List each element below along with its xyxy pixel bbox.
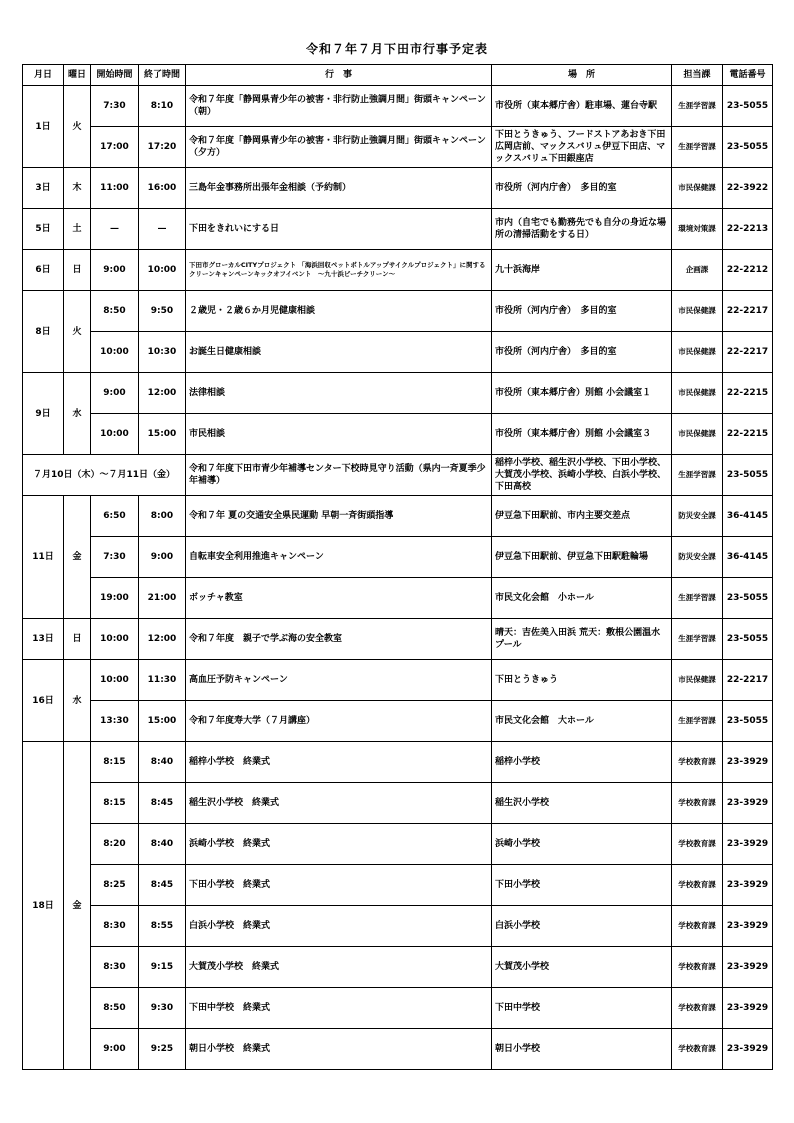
table-row: [23, 578, 773, 619]
dept-cell: 環境対策課: [672, 209, 723, 250]
tel-cell: 22-2217: [723, 291, 773, 332]
start-time-cell: 10:00: [91, 332, 139, 373]
place-cell: 下田とうきゅう: [492, 660, 672, 701]
date-cell: 3日: [23, 168, 64, 209]
date-cell: 18日: [23, 742, 64, 1070]
tel-cell: 23-3929: [723, 1029, 773, 1070]
event-cell: 下田市グローカルCITYプロジェクト 「海浜回収ペットボトルアップサイクルプロジェクト」に関するクリーンキャンペーンキックオフイベント ～九十浜ビーチクリーン～: [186, 250, 492, 291]
header-row: [23, 65, 773, 86]
date-cell: 13日: [23, 619, 64, 660]
place-cell: 市役所（東本郷庁舎）別館 小会議室３: [492, 414, 672, 455]
tel-cell: 23-5055: [723, 701, 773, 742]
dept-cell: 学校教育課: [672, 988, 723, 1029]
event-cell: 市民相談: [186, 414, 492, 455]
event-cell: ボッチャ教室: [186, 578, 492, 619]
place-cell: 市役所（河内庁舎） 多目的室: [492, 332, 672, 373]
table-row: [23, 455, 773, 496]
end-time-cell: 9:30: [139, 988, 186, 1029]
table-row: [23, 127, 773, 168]
date-range-cell: ７月10日（木）～７月11日（金）: [23, 455, 186, 496]
end-time-cell: 8:55: [139, 906, 186, 947]
place-cell: 朝日小学校: [492, 1029, 672, 1070]
event-cell: 朝日小学校 終業式: [186, 1029, 492, 1070]
place-cell: 伊豆急下田駅前、市内主要交差点: [492, 496, 672, 537]
event-cell: 下田をきれいにする日: [186, 209, 492, 250]
dept-cell: 学校教育課: [672, 865, 723, 906]
start-time-cell: 7:30: [91, 537, 139, 578]
tel-cell: 23-3929: [723, 988, 773, 1029]
tel-cell: 23-3929: [723, 824, 773, 865]
table-row: [23, 742, 773, 783]
tel-cell: 23-3929: [723, 865, 773, 906]
start-time-cell: 13:30: [91, 701, 139, 742]
place-cell: 稲梓小学校、稲生沢小学校、下田小学校、大賀茂小学校、浜崎小学校、白浜小学校、下田高校: [492, 455, 672, 496]
tel-cell: 23-3929: [723, 906, 773, 947]
start-time-cell: 11:00: [91, 168, 139, 209]
tel-cell: 22-2212: [723, 250, 773, 291]
table-row: [23, 906, 773, 947]
event-cell: ２歳児・２歳６か月児健康相談: [186, 291, 492, 332]
place-cell: 市民文化会館 大ホール: [492, 701, 672, 742]
end-time-cell: 21:00: [139, 578, 186, 619]
start-time-cell: 8:25: [91, 865, 139, 906]
dept-cell: 学校教育課: [672, 824, 723, 865]
tel-cell: 22-3922: [723, 168, 773, 209]
place-cell: 九十浜海岸: [492, 250, 672, 291]
dept-cell: 学校教育課: [672, 783, 723, 824]
event-cell: 稲梓小学校 終業式: [186, 742, 492, 783]
end-time-cell: 8:10: [139, 86, 186, 127]
dept-cell: 生涯学習課: [672, 455, 723, 496]
place-cell: 稲生沢小学校: [492, 783, 672, 824]
end-time-cell: 10:00: [139, 250, 186, 291]
start-time-cell: 8:30: [91, 947, 139, 988]
start-time-cell: 8:15: [91, 783, 139, 824]
event-cell: 下田小学校 終業式: [186, 865, 492, 906]
event-cell: 令和７年度「静岡県青少年の被害・非行防止強調月間」街頭キャンペーン（夕方）: [186, 127, 492, 168]
weekday-cell: 日: [64, 250, 91, 291]
weekday-cell: 水: [64, 373, 91, 455]
event-cell: 令和７年度 親子で学ぶ海の安全教室: [186, 619, 492, 660]
page-title: 令和７年７月下田市行事予定表: [305, 42, 488, 56]
header-start: 開始時間: [91, 65, 139, 86]
place-cell: 晴天：吉佐美入田浜 荒天：敷根公園温水プール: [492, 619, 672, 660]
table-row: [23, 865, 773, 906]
start-time-cell: 9:00: [91, 1029, 139, 1070]
start-time-cell: 8:50: [91, 291, 139, 332]
table-row: [23, 947, 773, 988]
weekday-cell: 金: [64, 742, 91, 1070]
date-cell: 1日: [23, 86, 64, 168]
end-time-cell: 8:45: [139, 865, 186, 906]
event-cell: 令和７年度寿大学（７月講座）: [186, 701, 492, 742]
event-cell: 法律相談: [186, 373, 492, 414]
event-cell: 三島年金事務所出張年金相談（予約制）: [186, 168, 492, 209]
schedule-body: [23, 86, 773, 1070]
dept-cell: 企画課: [672, 250, 723, 291]
tel-cell: 36-4145: [723, 496, 773, 537]
table-row: [23, 168, 773, 209]
end-time-cell: 12:00: [139, 373, 186, 414]
table-row: [23, 783, 773, 824]
weekday-cell: 土: [64, 209, 91, 250]
place-cell: 市役所（東本郷庁舎）駐車場、蓮台寺駅: [492, 86, 672, 127]
event-cell: 稲生沢小学校 終業式: [186, 783, 492, 824]
place-cell: 白浜小学校: [492, 906, 672, 947]
weekday-cell: 火: [64, 86, 91, 168]
start-time-cell: 19:00: [91, 578, 139, 619]
dept-cell: 生涯学習課: [672, 578, 723, 619]
place-cell: 稲梓小学校: [492, 742, 672, 783]
end-time-cell: 17:20: [139, 127, 186, 168]
start-time-cell: 8:30: [91, 906, 139, 947]
date-cell: 5日: [23, 209, 64, 250]
place-cell: 下田とうきゅう、フードストアあおき下田広岡店前、マックスバリュ伊豆下田店、マックスバリュ下田銀座店: [492, 127, 672, 168]
dept-cell: 学校教育課: [672, 742, 723, 783]
end-time-cell: 15:00: [139, 414, 186, 455]
schedule-table: [22, 64, 773, 1070]
date-cell: 6日: [23, 250, 64, 291]
dept-cell: 生涯学習課: [672, 86, 723, 127]
table-row: [23, 414, 773, 455]
event-cell: 自転車安全利用推進キャンペーン: [186, 537, 492, 578]
dept-cell: 市民保健課: [672, 168, 723, 209]
header-place: 場 所: [492, 65, 672, 86]
table-row: [23, 701, 773, 742]
event-cell: 白浜小学校 終業式: [186, 906, 492, 947]
end-time-cell: 8:45: [139, 783, 186, 824]
weekday-cell: 水: [64, 660, 91, 742]
table-row: [23, 496, 773, 537]
tel-cell: 23-5055: [723, 578, 773, 619]
table-row: [23, 988, 773, 1029]
table-row: [23, 250, 773, 291]
place-cell: 市民文化会館 小ホール: [492, 578, 672, 619]
table-row: [23, 86, 773, 127]
header-end: 終了時間: [139, 65, 186, 86]
dept-cell: 生涯学習課: [672, 701, 723, 742]
dept-cell: 市民保健課: [672, 373, 723, 414]
end-time-cell: 9:15: [139, 947, 186, 988]
event-cell: お誕生日健康相談: [186, 332, 492, 373]
header-tel: 電話番号: [723, 65, 773, 86]
start-time-cell: 9:00: [91, 250, 139, 291]
date-cell: 9日: [23, 373, 64, 455]
event-cell: 令和７年度下田市青少年補導センター下校時見守り活動（県内一斉夏季少年補導）: [186, 455, 492, 496]
date-cell: 8日: [23, 291, 64, 373]
header-date: 月日: [23, 65, 64, 86]
date-cell: 16日: [23, 660, 64, 742]
place-cell: 市内（自宅でも勤務先でも自分の身近な場所の清掃活動をする日）: [492, 209, 672, 250]
place-cell: 下田小学校: [492, 865, 672, 906]
date-cell: 11日: [23, 496, 64, 619]
dept-cell: 市民保健課: [672, 332, 723, 373]
end-time-cell: —: [139, 209, 186, 250]
dept-cell: 生涯学習課: [672, 127, 723, 168]
place-cell: 浜崎小学校: [492, 824, 672, 865]
dept-cell: 生涯学習課: [672, 619, 723, 660]
table-row: [23, 537, 773, 578]
table-row: [23, 209, 773, 250]
dept-cell: 学校教育課: [672, 906, 723, 947]
tel-cell: 23-5055: [723, 455, 773, 496]
weekday-cell: 木: [64, 168, 91, 209]
start-time-cell: 6:50: [91, 496, 139, 537]
place-cell: 市役所（河内庁舎） 多目的室: [492, 168, 672, 209]
header-event: 行 事: [186, 65, 492, 86]
dept-cell: 市民保健課: [672, 291, 723, 332]
tel-cell: 23-3929: [723, 947, 773, 988]
end-time-cell: 9:00: [139, 537, 186, 578]
event-cell: 浜崎小学校 終業式: [186, 824, 492, 865]
tel-cell: 22-2217: [723, 660, 773, 701]
dept-cell: 市民保健課: [672, 414, 723, 455]
dept-cell: 市民保健課: [672, 660, 723, 701]
dept-cell: 学校教育課: [672, 947, 723, 988]
event-cell: 下田中学校 終業式: [186, 988, 492, 1029]
table-row: [23, 660, 773, 701]
event-cell: 大賀茂小学校 終業式: [186, 947, 492, 988]
event-cell: 高血圧予防キャンペーン: [186, 660, 492, 701]
event-cell: 令和７年度「静岡県青少年の被害・非行防止強調月間」街頭キャンペーン（朝）: [186, 86, 492, 127]
end-time-cell: 9:25: [139, 1029, 186, 1070]
tel-cell: 23-3929: [723, 783, 773, 824]
table-row: [23, 291, 773, 332]
weekday-cell: 日: [64, 619, 91, 660]
start-time-cell: 8:20: [91, 824, 139, 865]
event-cell: 令和７年 夏の交通安全県民運動 早朝一斉街頭指導: [186, 496, 492, 537]
dept-cell: 防災安全課: [672, 496, 723, 537]
place-cell: 伊豆急下田駅前、伊豆急下田駅駐輪場: [492, 537, 672, 578]
start-time-cell: 17:00: [91, 127, 139, 168]
end-time-cell: 8:40: [139, 742, 186, 783]
end-time-cell: 9:50: [139, 291, 186, 332]
header-dept: 担当課: [672, 65, 723, 86]
start-time-cell: 10:00: [91, 414, 139, 455]
tel-cell: 36-4145: [723, 537, 773, 578]
tel-cell: 23-5055: [723, 86, 773, 127]
tel-cell: 22-2215: [723, 414, 773, 455]
start-time-cell: 8:15: [91, 742, 139, 783]
table-row: [23, 1029, 773, 1070]
dept-cell: 防災安全課: [672, 537, 723, 578]
tel-cell: 23-5055: [723, 619, 773, 660]
end-time-cell: 8:00: [139, 496, 186, 537]
dept-cell: 学校教育課: [672, 1029, 723, 1070]
table-row: [23, 332, 773, 373]
place-cell: 大賀茂小学校: [492, 947, 672, 988]
start-time-cell: —: [91, 209, 139, 250]
end-time-cell: 12:00: [139, 619, 186, 660]
weekday-cell: 金: [64, 496, 91, 619]
table-row: [23, 373, 773, 414]
place-cell: 市役所（河内庁舎） 多目的室: [492, 291, 672, 332]
start-time-cell: 10:00: [91, 619, 139, 660]
end-time-cell: 10:30: [139, 332, 186, 373]
place-cell: 市役所（東本郷庁舎）別館 小会議室１: [492, 373, 672, 414]
start-time-cell: 7:30: [91, 86, 139, 127]
tel-cell: 23-3929: [723, 742, 773, 783]
tel-cell: 22-2213: [723, 209, 773, 250]
end-time-cell: 8:40: [139, 824, 186, 865]
tel-cell: 22-2215: [723, 373, 773, 414]
tel-cell: 22-2217: [723, 332, 773, 373]
end-time-cell: 16:00: [139, 168, 186, 209]
start-time-cell: 10:00: [91, 660, 139, 701]
header-weekday: 曜日: [64, 65, 91, 86]
tel-cell: 23-5055: [723, 127, 773, 168]
start-time-cell: 9:00: [91, 373, 139, 414]
start-time-cell: 8:50: [91, 988, 139, 1029]
table-row: [23, 824, 773, 865]
place-cell: 下田中学校: [492, 988, 672, 1029]
table-row: [23, 619, 773, 660]
weekday-cell: 火: [64, 291, 91, 373]
end-time-cell: 11:30: [139, 660, 186, 701]
end-time-cell: 15:00: [139, 701, 186, 742]
